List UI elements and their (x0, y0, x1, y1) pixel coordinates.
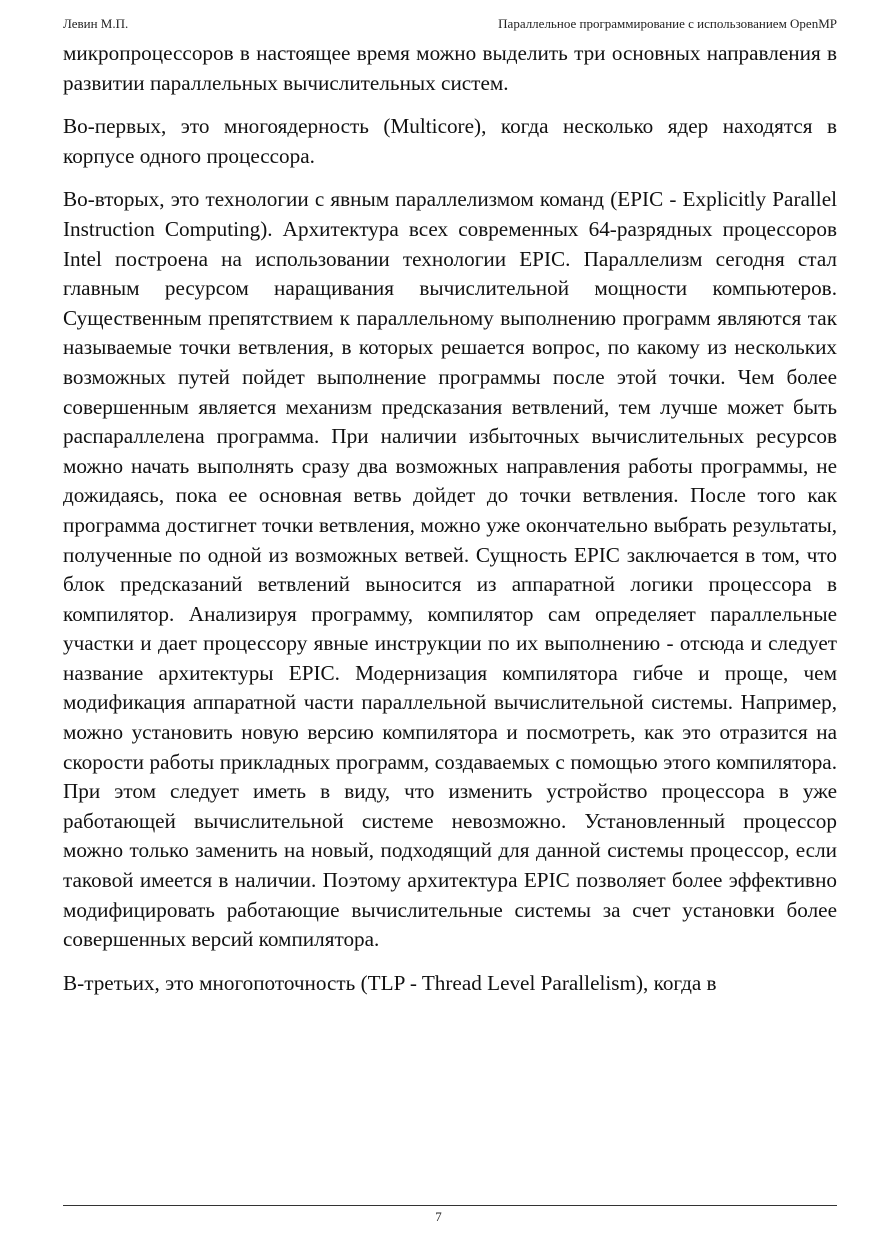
paragraph-tlp: В-третьих, это многопоточность (TLP - Thread Level Parallelism), когда в (63, 970, 717, 995)
header-title: Параллельное программирование с использованием OpenMP (498, 16, 837, 31)
page-header (63, 16, 837, 36)
page-number: 7 (435, 1209, 442, 1224)
footer-divider (63, 1205, 837, 1206)
page-body (63, 39, 837, 1012)
paragraph-multicore: Во-первых, это многоядерность (Multicore), когда несколько ядер находятся в корпусе одного процессора. (63, 114, 837, 168)
paragraph-epic: Во-вторых, это технологии с явным параллелизмом команд (EPIC - Explicitly Parallel Instruction Computing). Архитектура всех современных 64-разрядных процессоров Intel построена на использовании технологии EPIC. Параллелизм сегодня стал главным ресурсом наращивания вычислительной мощности компьютеров. Существенным препятствием к параллельному выполнению программ являются так называемые точки ветвления, в которых решается вопрос, по какому из нескольких возможных путей пойдет выполнение программы после этой точки. Чем более совершенным является механизм предсказания ветвлений, тем лучше может быть распараллелена программа. При наличии избыточных вычислительных ресурсов можно начать выполнять сразу два возможных направления работы программы, не дожидаясь, пока ее основная ветвь дойдет до точки ветвления. После того как программа достигнет точки ветвления, можно уже окончательно выбрать результаты, полученные по одной из возможных ветвей. Сущность EPIC заключается в том, что блок предсказаний ветвлений выносится из аппаратной логики процессора в компилятор. Анализируя программу, компилятор сам определяет параллельные участки и дает процессору явные инструкции по их выполнению - отсюда и следует название архитектуры EPIC. Модернизация компилятора гибче и проще, чем модификация аппаратной части параллельной вычислительной системы. Например, можно установить новую версию компилятора и посмотреть, как это отразится на скорости работы прикладных программ, создаваемых с помощью этого компилятора. При этом следует иметь в виду, что изменить устройство процессора в уже работающей вычислительной системе невозможно. Установленный процессор можно только заменить на новый, подходящий для данной системы процессор, если таковой имеется в наличии. Поэтому архитектура EPIC позволяет более эффективно модифицировать работающие вычислительные системы за счет установки более совершенных версий компилятора. (63, 187, 837, 952)
paragraph-continuation: микропроцессоров в настоящее время можно выделить три основных направления в развитии параллельных вычислительных систем. (63, 41, 837, 95)
header-author: Левин М.П. (63, 16, 129, 31)
